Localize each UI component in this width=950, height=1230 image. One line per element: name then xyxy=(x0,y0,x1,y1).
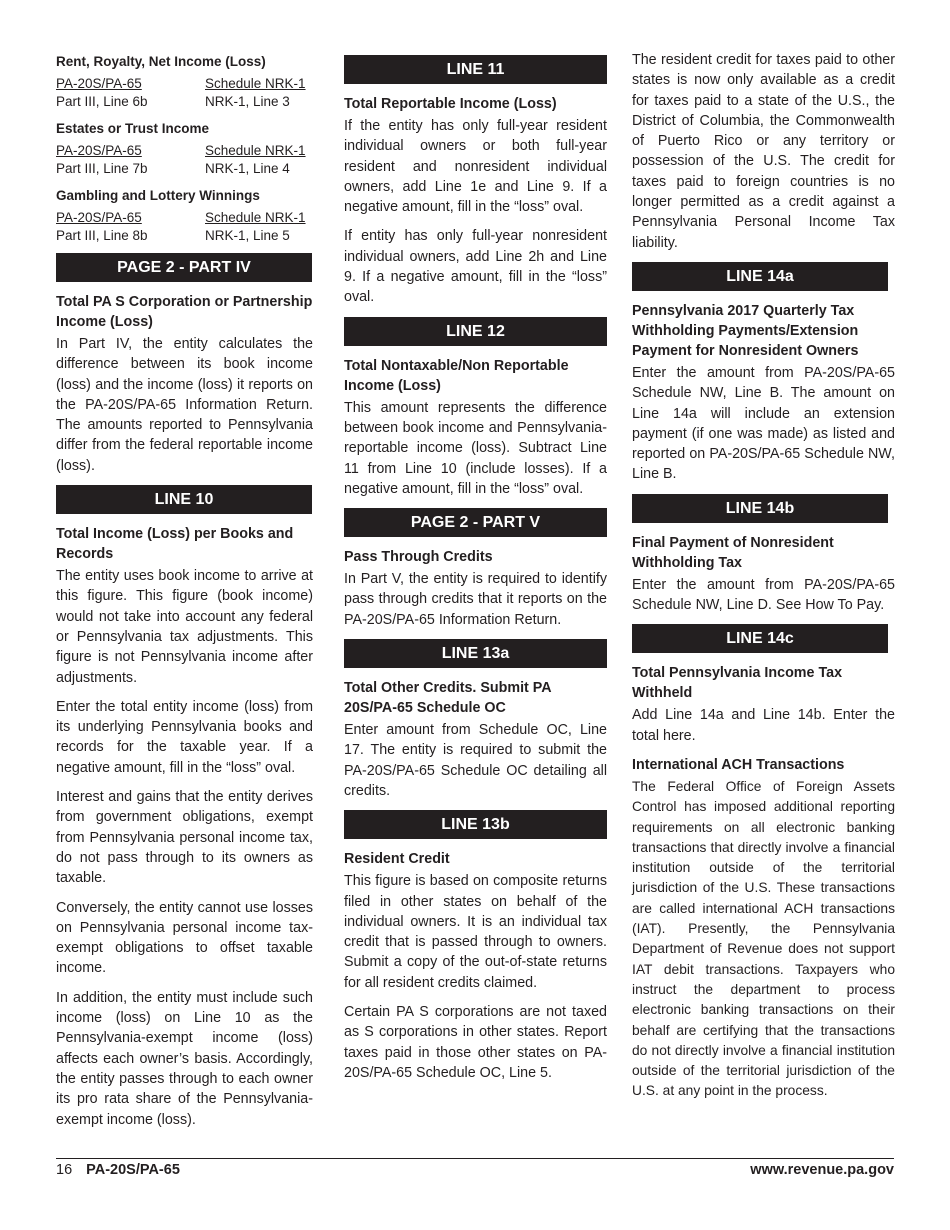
form-ref: PA-20S/PA-65 xyxy=(56,210,142,225)
schedule-line: NRK-1, Line 3 xyxy=(205,94,290,109)
income-group-rent xyxy=(56,52,313,111)
paragraph: Enter the amount from PA-20S/PA-65 Schedule NW, Line D. See How To Pay. xyxy=(632,576,895,614)
form-line: Part III, Line 6b xyxy=(56,94,148,109)
section-bar-part-iv: PAGE 2 - PART IV xyxy=(56,253,312,282)
paragraph: Enter amount from Schedule OC, Line 17. The entity is required to submit the PA-20S/PA-65 Schedule OC detailing all credits. xyxy=(344,722,607,799)
section-heading: Total Reportable Income (Loss) xyxy=(344,96,557,112)
section-heading: Total Pennsylvania Income Tax Withheld xyxy=(632,665,843,702)
schedule-ref: Schedule NRK-1 xyxy=(205,210,306,225)
paragraph: Interest and gains that the entity derives from government obligations, exempt from Pennsylvania personal income tax, do not pass through to its owners as taxable. xyxy=(56,789,313,887)
schedule-ref: Schedule NRK-1 xyxy=(205,143,306,158)
section-heading: Pass Through Credits xyxy=(344,549,493,566)
footer-left xyxy=(56,1162,180,1178)
paragraph: Certain PA S corporations are not taxed as S corporations in other states. Report taxes paid in those other states on PA-20S/PA-65 Schedule OC, Line 5. xyxy=(344,1004,607,1081)
section-heading: Total Income (Loss) per Books and Records xyxy=(56,526,294,563)
section-heading: Total Other Credits. Submit PA 20S/PA-65 Schedule OC xyxy=(344,680,552,717)
section-heading: Pennsylvania 2017 Quarterly Tax Withholding Payments/Extension Payment for Nonresident Owners xyxy=(632,302,859,359)
schedule-ref: Schedule NRK-1 xyxy=(205,76,306,91)
group-title: Rent, Royalty, Net Income (Loss) xyxy=(56,54,266,69)
paragraph: This amount represents the difference between book income and Pennsylvania-reportable income (loss). Subtract Line 11 from Line 10 (include losses). If a negative amount, fill in the “loss” oval. xyxy=(344,399,607,497)
paragraph: In Part V, the entity is required to identify pass through credits that it reports on the PA-20S/PA-65 Information Return. xyxy=(344,571,607,628)
section-bar-part-v: PAGE 2 - PART V xyxy=(344,508,607,537)
paragraph: Enter the total entity income (loss) from its underlying Pennsylvania books and records for the taxable year. If a negative amount, fill in the “loss” oval. xyxy=(56,698,313,776)
income-group-estates xyxy=(56,119,313,178)
paragraph: The entity uses book income to arrive at this figure. This figure (book income) would not take into account any federal or Pennsylvania tax adjustments. This figure is not Pennsylvania income after adjustments. xyxy=(56,568,313,686)
form-ref: PA-20S/PA-65 xyxy=(56,143,142,158)
section-heading: Resident Credit xyxy=(344,851,450,868)
paragraph: In addition, the entity must include such income (loss) on Line 10 as the Pennsylvania-exempt income (loss) affects each owner’s basis. Accordingly, the entity passes through to each owner its pro rata share of the Pennsylvania-exempt income (loss). xyxy=(56,989,313,1128)
section-heading: International ACH Transactions xyxy=(632,756,845,773)
group-title: Estates or Trust Income xyxy=(56,121,210,136)
section-bar-line-14c: LINE 14c xyxy=(632,624,888,653)
footer-form-name: PA-20S/PA-65 xyxy=(86,1162,180,1178)
section-heading: Total Nontaxable/Non Reportable Income (Loss) xyxy=(344,357,569,394)
column-1 xyxy=(56,50,313,1139)
section-bar-line-14a: LINE 14a xyxy=(632,262,888,291)
paragraph: If the entity has only full-year resident individual owners or both full-year resident and nonresident individual owners, add Line 1e and Line 9. If a negative amount, fill in the “loss” oval. xyxy=(344,118,607,216)
schedule-line: NRK-1, Line 5 xyxy=(205,228,290,243)
income-group-gambling xyxy=(56,186,313,245)
group-title: Gambling and Lottery Winnings xyxy=(56,188,260,203)
paragraph: The Federal Office of Foreign Assets Control has imposed additional reporting requirements on all electronic banking transactions that directly involve a financial institution outside of the territorial jurisdiction of the U.S. These transactions are called international ACH transactions (IAT). Presently, the Pennsylvania Department of Revenue does not support IAT debit transactions. Taxpayers who instruct the department to process electronic banking transactions on their behalf are certifying that the transactions do not directly involve a financial institution outside of the territorial jurisdiction of the U.S. at any point in the process. xyxy=(632,778,895,1099)
section-bar-line-14b: LINE 14b xyxy=(632,494,888,523)
schedule-line: NRK-1, Line 4 xyxy=(205,161,290,176)
footer-divider xyxy=(56,1158,894,1159)
page-number: 16 xyxy=(56,1162,73,1178)
section-bar-line-13b: LINE 13b xyxy=(344,810,607,839)
section-bar-line-10: LINE 10 xyxy=(56,485,312,514)
section-bar-line-11: LINE 11 xyxy=(344,55,607,84)
section-heading: Final Payment of Nonresident Withholding Tax xyxy=(632,534,834,571)
paragraph: If entity has only full-year nonresident individual owners, add Line 2h and Line 9. If a negative amount, fill in the “loss” oval. xyxy=(344,228,607,306)
paragraph: Enter the amount from PA-20S/PA-65 Schedule NW, Line B. The amount on Line 14a will include an extension payment (if one was made) as listed and reported on PA-20S/PA-65 Schedule NW, Line B. xyxy=(632,364,895,483)
paragraph: In Part IV, the entity calculates the difference between its book income (loss) and the income (loss) it reports on the PA-20S/PA-65 Information Return. The amounts reported to Pennsylvania differ from the federal reportable income (loss). xyxy=(56,336,313,474)
paragraph: The resident credit for taxes paid to other states is now only available as a credit for taxes paid to a state of the U.S., the District of Columbia, the Commonwealth of Puerto Rico or any territory or possession of the U.S. The credit for taxes paid to foreign countries is no longer permitted as a credit against a Pennsylvania Personal Income Tax liability. xyxy=(632,52,895,251)
section-bar-line-12: LINE 12 xyxy=(344,317,607,346)
column-2 xyxy=(344,50,607,1092)
form-line: Part III, Line 7b xyxy=(56,161,148,176)
paragraph: Conversely, the entity cannot use losses on Pennsylvania personal income tax-exempt obligations to offset taxable income. xyxy=(56,899,313,977)
column-3 xyxy=(632,50,895,1111)
section-heading: Total PA S Corporation or Partnership Income (Loss) xyxy=(56,294,313,330)
paragraph: This figure is based on composite returns filed in other states on behalf of the individual owners. It is an individual tax credit that is passed through to owners. Submit a copy of the out-of-state returns for all resident credits claimed. xyxy=(344,873,607,991)
paragraph: Add Line 14a and Line 14b. Enter the total here. xyxy=(632,707,895,744)
section-bar-line-13a: LINE 13a xyxy=(344,639,607,668)
form-ref: PA-20S/PA-65 xyxy=(56,76,142,91)
footer-website: www.revenue.pa.gov xyxy=(750,1162,894,1178)
form-line: Part III, Line 8b xyxy=(56,228,148,243)
